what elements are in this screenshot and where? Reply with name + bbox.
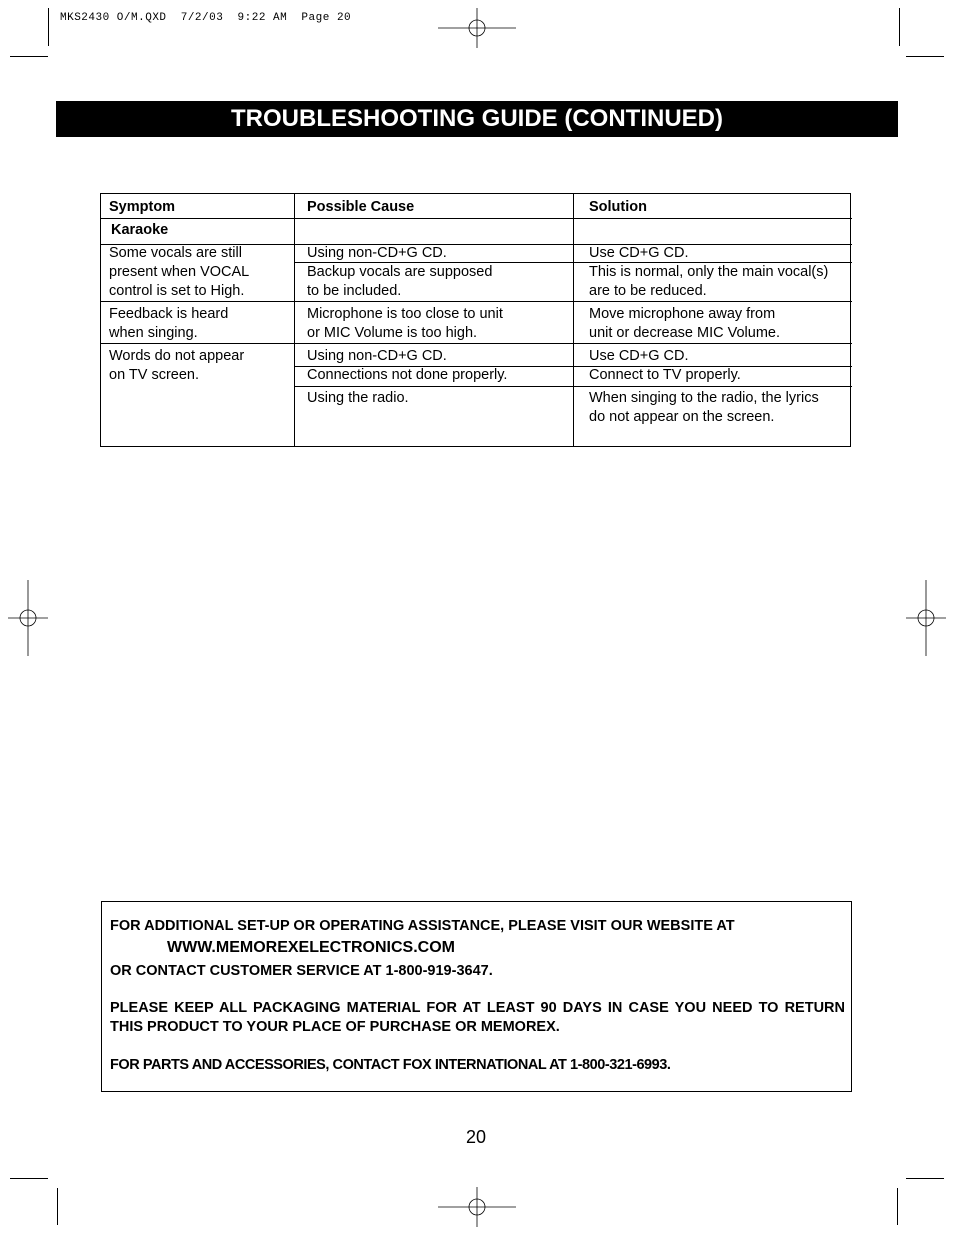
crop-mark (897, 1188, 898, 1225)
table-rule (101, 343, 852, 344)
registration-mark-icon (438, 8, 516, 48)
table-rule (101, 218, 852, 219)
solution-cell: Use CD+G CD. (589, 245, 689, 261)
page-number: 20 (466, 1127, 487, 1147)
cause-cell: Using non-CD+G CD. (307, 245, 447, 261)
solution-cell: Connect to TV properly. (589, 367, 741, 383)
symptom-cell: Words do not appear on TV screen. (109, 348, 245, 383)
table-rule (294, 386, 852, 387)
crop-mark (906, 1178, 944, 1179)
table-rule (294, 194, 295, 447)
website-link[interactable]: WWW.MEMOREXELECTRONICS.COM (167, 939, 455, 956)
packaging-notice: PLEASE KEEP ALL PACKAGING MATERIAL FOR AT LEAST 90 DAYS IN CASE YOU NEED TO RETURN THIS PRODUCT TO YOUR PLACE OF PURCHASE OR MEMOREX. (110, 1000, 845, 1035)
crop-mark (10, 1178, 48, 1179)
table-rule (101, 301, 852, 302)
cause-cell: Using the radio. (307, 390, 409, 406)
section-karaoke: Karaoke (111, 222, 169, 238)
customer-service-text: OR CONTACT CUSTOMER SERVICE AT 1-800-919-3647. (110, 963, 493, 979)
crop-mark (10, 56, 48, 57)
header-possible-cause: Possible Cause (307, 199, 415, 215)
symptom-cell: Some vocals are still present when VOCAL control is set to High. (109, 245, 250, 299)
symptom-cell: Feedback is heard when singing. (109, 306, 229, 341)
registration-mark-icon (8, 580, 48, 656)
registration-mark-icon (906, 580, 946, 656)
customer-service-box (101, 901, 852, 1092)
crop-mark (48, 8, 49, 46)
assistance-text: FOR ADDITIONAL SET-UP OR OPERATING ASSISTANCE, PLEASE VISIT OUR WEBSITE AT (110, 918, 735, 934)
cause-cell: Microphone is too close to unit or MIC Volume is too high. (307, 306, 503, 341)
print-slug: MKS2430 O/M.QXD 7/2/03 9:22 AM Page 20 (60, 12, 352, 24)
cause-cell: Using non-CD+G CD. (307, 348, 447, 364)
troubleshooting-table (100, 193, 851, 447)
cause-cell: Connections not done properly. (307, 367, 508, 383)
header-solution: Solution (589, 199, 647, 215)
crop-mark (899, 8, 900, 46)
solution-cell: Move microphone away from unit or decrease MIC Volume. (589, 306, 781, 341)
table-rule (573, 194, 574, 447)
header-symptom: Symptom (109, 199, 176, 215)
solution-cell: This is normal, only the main vocal(s) are to be reduced. (589, 264, 829, 299)
cause-cell: Backup vocals are supposed to be included. (307, 264, 493, 299)
solution-cell: Use CD+G CD. (589, 348, 689, 364)
page-title: TROUBLESHOOTING GUIDE (CONTINUED) (56, 101, 898, 137)
crop-mark (57, 1188, 58, 1225)
registration-mark-icon (438, 1187, 516, 1227)
crop-mark (906, 56, 944, 57)
parts-accessories-text: FOR PARTS AND ACCESSORIES, CONTACT FOX INTERNATIONAL AT 1-800-321-6993. (110, 1057, 671, 1073)
solution-cell: When singing to the radio, the lyrics do not appear on the screen. (589, 390, 819, 425)
